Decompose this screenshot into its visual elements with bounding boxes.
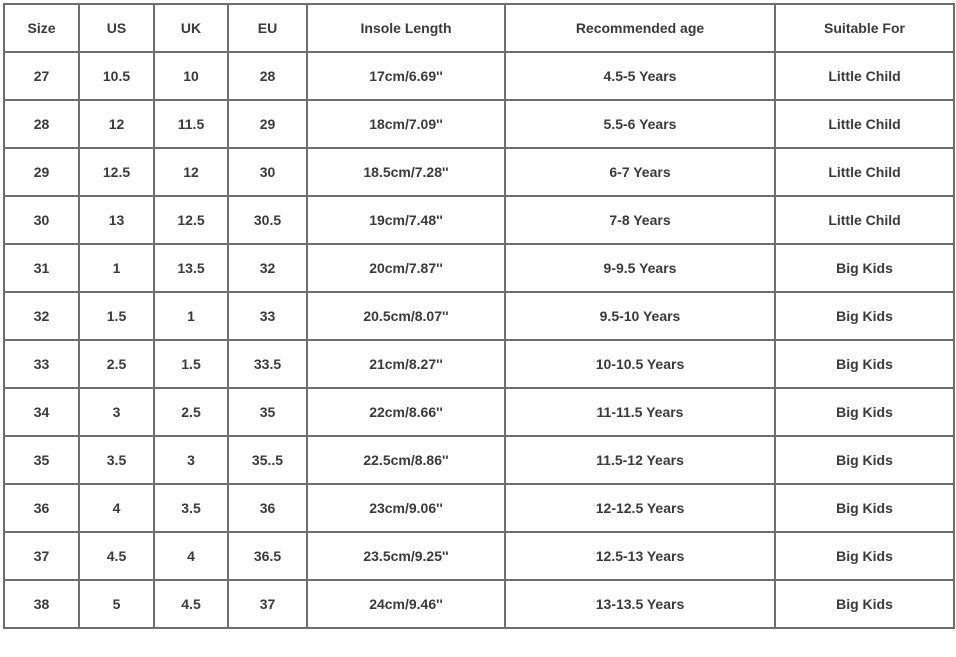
cell-uk: 2.5 (154, 388, 228, 436)
cell-size: 37 (4, 532, 79, 580)
cell-us: 2.5 (79, 340, 154, 388)
cell-us: 12 (79, 100, 154, 148)
cell-insole-length: 19cm/7.48'' (307, 196, 505, 244)
table-row (4, 196, 954, 244)
cell-insole-length: 21cm/8.27'' (307, 340, 505, 388)
table-row (4, 100, 954, 148)
cell-recommended-age: 5.5-6 Years (505, 100, 775, 148)
cell-recommended-age: 10-10.5 Years (505, 340, 775, 388)
cell-suitable-for: Big Kids (775, 436, 954, 484)
table-row (4, 244, 954, 292)
cell-uk: 13.5 (154, 244, 228, 292)
cell-insole-length: 23.5cm/9.25'' (307, 532, 505, 580)
cell-size: 29 (4, 148, 79, 196)
size-chart-table (3, 3, 955, 629)
cell-suitable-for: Big Kids (775, 244, 954, 292)
table-row (4, 436, 954, 484)
cell-suitable-for: Big Kids (775, 580, 954, 628)
cell-eu: 35 (228, 388, 307, 436)
cell-suitable-for: Little Child (775, 100, 954, 148)
cell-eu: 33 (228, 292, 307, 340)
cell-size: 30 (4, 196, 79, 244)
cell-uk: 12 (154, 148, 228, 196)
cell-recommended-age: 11.5-12 Years (505, 436, 775, 484)
cell-eu: 36.5 (228, 532, 307, 580)
header-uk: UK (154, 4, 228, 52)
cell-insole-length: 18cm/7.09'' (307, 100, 505, 148)
cell-size: 34 (4, 388, 79, 436)
cell-suitable-for: Little Child (775, 52, 954, 100)
cell-us: 1 (79, 244, 154, 292)
header-us: US (79, 4, 154, 52)
cell-eu: 30.5 (228, 196, 307, 244)
cell-uk: 1.5 (154, 340, 228, 388)
table-row (4, 532, 954, 580)
cell-insole-length: 20.5cm/8.07'' (307, 292, 505, 340)
cell-insole-length: 20cm/7.87'' (307, 244, 505, 292)
cell-recommended-age: 13-13.5 Years (505, 580, 775, 628)
table-row (4, 52, 954, 100)
cell-insole-length: 24cm/9.46'' (307, 580, 505, 628)
cell-size: 33 (4, 340, 79, 388)
cell-us: 13 (79, 196, 154, 244)
cell-uk: 11.5 (154, 100, 228, 148)
table-row (4, 148, 954, 196)
cell-eu: 33.5 (228, 340, 307, 388)
table-row (4, 292, 954, 340)
cell-suitable-for: Little Child (775, 196, 954, 244)
cell-eu: 36 (228, 484, 307, 532)
cell-us: 10.5 (79, 52, 154, 100)
table-row (4, 388, 954, 436)
cell-eu: 35..5 (228, 436, 307, 484)
cell-recommended-age: 7-8 Years (505, 196, 775, 244)
cell-uk: 3 (154, 436, 228, 484)
table-row (4, 340, 954, 388)
table-row (4, 580, 954, 628)
header-eu: EU (228, 4, 307, 52)
header-suitable-for: Suitable For (775, 4, 954, 52)
cell-eu: 29 (228, 100, 307, 148)
cell-eu: 37 (228, 580, 307, 628)
cell-suitable-for: Big Kids (775, 340, 954, 388)
table-header (4, 4, 954, 52)
cell-size: 38 (4, 580, 79, 628)
cell-size: 32 (4, 292, 79, 340)
cell-suitable-for: Big Kids (775, 532, 954, 580)
cell-size: 35 (4, 436, 79, 484)
cell-suitable-for: Big Kids (775, 484, 954, 532)
cell-us: 12.5 (79, 148, 154, 196)
cell-size: 27 (4, 52, 79, 100)
cell-suitable-for: Little Child (775, 148, 954, 196)
cell-us: 3.5 (79, 436, 154, 484)
header-size: Size (4, 4, 79, 52)
cell-uk: 4.5 (154, 580, 228, 628)
cell-recommended-age: 12-12.5 Years (505, 484, 775, 532)
cell-us: 4 (79, 484, 154, 532)
header-recommended-age: Recommended age (505, 4, 775, 52)
cell-uk: 12.5 (154, 196, 228, 244)
cell-recommended-age: 9.5-10 Years (505, 292, 775, 340)
cell-us: 1.5 (79, 292, 154, 340)
cell-insole-length: 22.5cm/8.86'' (307, 436, 505, 484)
cell-eu: 32 (228, 244, 307, 292)
cell-eu: 30 (228, 148, 307, 196)
cell-suitable-for: Big Kids (775, 292, 954, 340)
cell-recommended-age: 6-7 Years (505, 148, 775, 196)
table-row (4, 484, 954, 532)
cell-size: 31 (4, 244, 79, 292)
cell-us: 4.5 (79, 532, 154, 580)
cell-suitable-for: Big Kids (775, 388, 954, 436)
cell-insole-length: 22cm/8.66'' (307, 388, 505, 436)
cell-uk: 1 (154, 292, 228, 340)
cell-eu: 28 (228, 52, 307, 100)
cell-recommended-age: 4.5-5 Years (505, 52, 775, 100)
header-row (4, 4, 954, 52)
cell-size: 36 (4, 484, 79, 532)
cell-uk: 3.5 (154, 484, 228, 532)
table-body (4, 52, 954, 628)
header-insole-length: Insole Length (307, 4, 505, 52)
cell-insole-length: 23cm/9.06'' (307, 484, 505, 532)
cell-insole-length: 18.5cm/7.28'' (307, 148, 505, 196)
cell-recommended-age: 11-11.5 Years (505, 388, 775, 436)
cell-insole-length: 17cm/6.69'' (307, 52, 505, 100)
cell-recommended-age: 9-9.5 Years (505, 244, 775, 292)
cell-uk: 10 (154, 52, 228, 100)
cell-size: 28 (4, 100, 79, 148)
cell-us: 3 (79, 388, 154, 436)
cell-uk: 4 (154, 532, 228, 580)
cell-recommended-age: 12.5-13 Years (505, 532, 775, 580)
cell-us: 5 (79, 580, 154, 628)
